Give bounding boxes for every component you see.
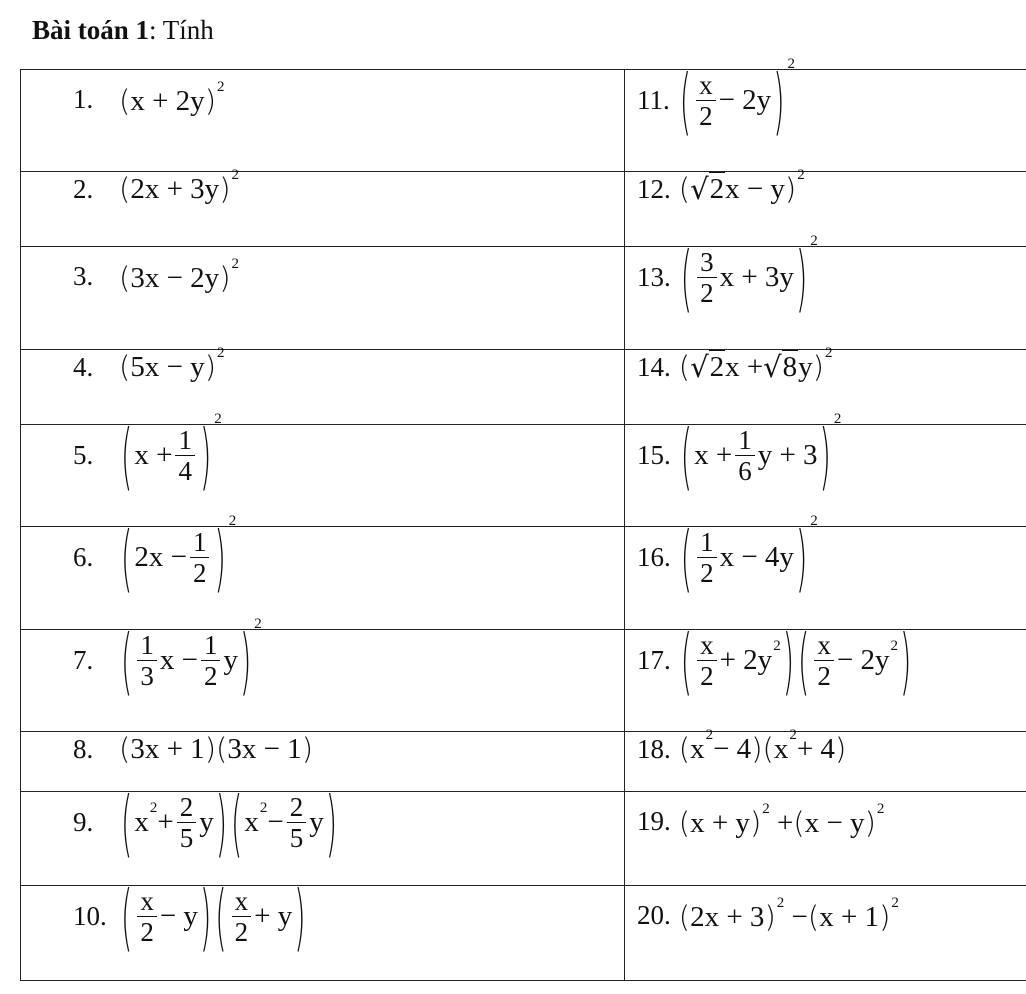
exercise-expression: ( $\frac{x}{2}$ − 2y ) $^2$ [679,56,796,143]
title-bold: Bài toán 1 [32,15,150,45]
exercise-cell [21,411,625,527]
exercise-expression: ( 3x − 2y ) $^2$ [119,255,240,295]
exercise-expression: ( 5x − y ) $^2$ [119,344,225,384]
exercise-number: 9. [73,807,94,837]
exercise-cell [21,344,625,425]
exercise-table [20,56,1026,981]
exercise-expression: ( √ 2 x + √ 8 y ) $^2$ [678,344,833,384]
exercise-expression: ( √ 2 x − y ) $^2$ [678,166,805,206]
title-rest: : Tính [149,15,214,45]
table-row [21,886,1026,981]
exercise-cell [625,886,1026,981]
table-row [21,350,1026,425]
exercise-cell [625,726,1026,792]
exercise-cell [21,513,625,630]
exercise-number: 12. [637,173,671,204]
exercise-number: 20. [637,900,671,930]
table-row [21,172,1026,247]
exercise-number: 4. [73,351,94,382]
exercise-expression: ( x $^2$ + $\frac{2}{5}$ y ) ( x $^2$ − $\frac{2}{5}$ y ) [121,780,338,865]
table-row [21,732,1026,792]
table-row [21,630,1026,732]
exercise-expression: ( x + $\frac{1}{6}$ y + 3 ) $^2$ [680,411,842,498]
exercise-expression: ( 3x + 1 )( 3x − 1 ) [119,732,314,766]
exercise-expression: ( x + $\frac{1}{4}$ ) $^2$ [121,411,222,498]
exercise-cell [21,874,625,981]
exercise-number: 11. [637,85,670,115]
exercise-number: 5. [73,440,94,470]
exercise-expression: ( x $^2$ − 4 )( x $^2$ + 4 ) [678,726,847,766]
exercise-number: 6. [73,542,94,572]
exercise-expression: ( x + 2y ) $^2$ [119,78,225,118]
page-title [32,12,214,48]
exercise-cell [21,780,625,886]
exercise-number: 14. [637,351,671,382]
exercise-number: 8. [73,733,94,764]
table-row [21,792,1026,886]
exercise-expression: ( 2x − $\frac{1}{2}$ ) $^2$ [121,513,237,600]
exercise-cell [21,732,625,792]
exercise-number: 13. [637,262,671,292]
table-row [21,425,1026,527]
exercise-cell [21,616,625,732]
exercise-expression: ( $\frac{3}{2}$ x + 3y ) $^2$ [680,233,818,320]
exercise-cell [625,618,1026,732]
table-row [21,247,1026,350]
exercise-cell [625,411,1026,527]
exercise-cell [21,247,625,350]
exercise-cell [21,166,625,247]
exercise-expression: ( $\frac{x}{2}$ − y ) ( $\frac{x}{2}$ + y ) [121,874,306,959]
exercise-expression: ( $\frac{x}{2}$ + 2y $^2$ ) ( $\frac{x}{2}$ − 2y $^2$ ) [680,618,912,703]
table-row [21,527,1026,630]
exercise-number: 18. [637,733,671,764]
exercise-number: 7. [73,645,94,675]
exercise-expression: ( 2x + 3 ) $^2$ − ( x + 1 ) $^2$ [678,894,899,934]
exercise-expression: ( $\frac{1}{3}$ x − $\frac{1}{2}$ y ) $^2$ [121,616,262,703]
exercise-number: 17. [637,645,671,675]
table-row [21,70,1026,172]
exercise-number: 3. [73,261,94,291]
exercise-number: 1. [73,84,94,114]
exercise-expression: ( $\frac{1}{2}$ x − 4y ) $^2$ [680,513,818,600]
exercise-expression: ( 2x + 3y ) $^2$ [119,166,240,206]
exercise-cell [625,513,1026,630]
exercise-cell [625,792,1026,886]
exercise-cell [625,56,1026,172]
exercise-number: 15. [637,440,671,470]
exercise-number: 16. [637,542,671,572]
exercise-number: 19. [637,806,671,836]
exercise-expression: ( x + y ) $^2$ + ( x − y ) $^2$ [678,800,885,840]
exercise-number: 2. [73,173,94,204]
exercise-cell [21,70,625,172]
exercise-cell [625,233,1026,350]
exercise-number: 10. [73,901,107,931]
